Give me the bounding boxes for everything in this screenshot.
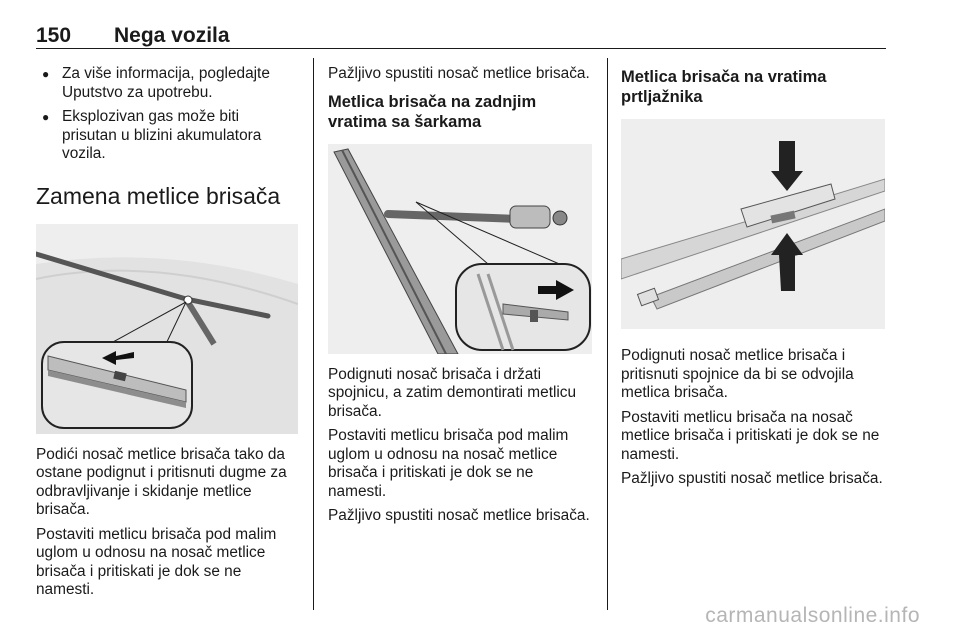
bullet-text: Eksplozivan gas može biti prisutan u blizini akumulatora vozila. [62, 108, 262, 162]
page-number: 150 [36, 24, 72, 47]
column-2 [328, 65, 592, 532]
paragraph: Postaviti metlicu brisača pod malim uglom u odnosu na nosač metlice brisača i pritiskati je dok se ne namesti. [328, 427, 569, 500]
section-heading: Metlica brisača na zadnjim vratima sa šarkama [328, 92, 537, 131]
tailgate-wiper-diagram [621, 119, 885, 329]
column-1 [36, 65, 298, 606]
bullet-item [36, 108, 298, 164]
paragraph: Pažljivo spustiti nosač metlice brisača. [621, 470, 883, 487]
illustration-rear-hinged-door-wiper [328, 144, 592, 354]
rear-wiper-diagram [328, 144, 592, 354]
paragraph: Postaviti metlicu brisača pod malim uglom u odnosu na nosač metlice brisača i pritiskati je dok se ne namesti. [36, 525, 277, 598]
windshield-wiper-diagram [36, 224, 298, 434]
paragraph: Postaviti metlicu brisača na nosač metlice brisača i pritiskati je dok se ne namesti. [621, 408, 880, 463]
paragraph: Podignuti nosač brisača i držati spojnicu, a zatim demontirati metlicu brisača. [328, 365, 577, 420]
bullet-item [36, 65, 298, 102]
section-heading: Zamena metlice brisača [36, 182, 281, 209]
page-header [36, 24, 886, 49]
chapter-title: Nega vozila [114, 24, 230, 47]
column-3 [621, 65, 889, 495]
section-heading: Metlica brisača na vratima prtljažnika [621, 68, 827, 106]
bullet-dot-icon: ● [42, 67, 50, 81]
paragraph: Podići nosač metlice brisača tako da ostane podignut i pritisnuti dugme za odbravljivanje i skidanje metlice brisača. [36, 445, 287, 518]
column-divider [607, 58, 608, 610]
illustration-windshield-wiper [36, 224, 298, 434]
paragraph: Pažljivo spustiti nosač metlice brisača. [328, 65, 590, 82]
paragraph: Pažljivo spustiti nosač metlice brisača. [328, 507, 590, 524]
bullet-text: Za više informacija, pogledajte Uputstvo za upotrebu. [62, 65, 270, 101]
watermark: carmanualsonline.info [705, 604, 920, 627]
column-divider [313, 58, 314, 610]
bullet-dot-icon: ● [42, 110, 50, 124]
paragraph: Podignuti nosač metlice brisača i pritisnuti spojnice da bi se odvojila metlica brisača. [621, 347, 854, 401]
illustration-tailgate-wiper [621, 119, 885, 329]
